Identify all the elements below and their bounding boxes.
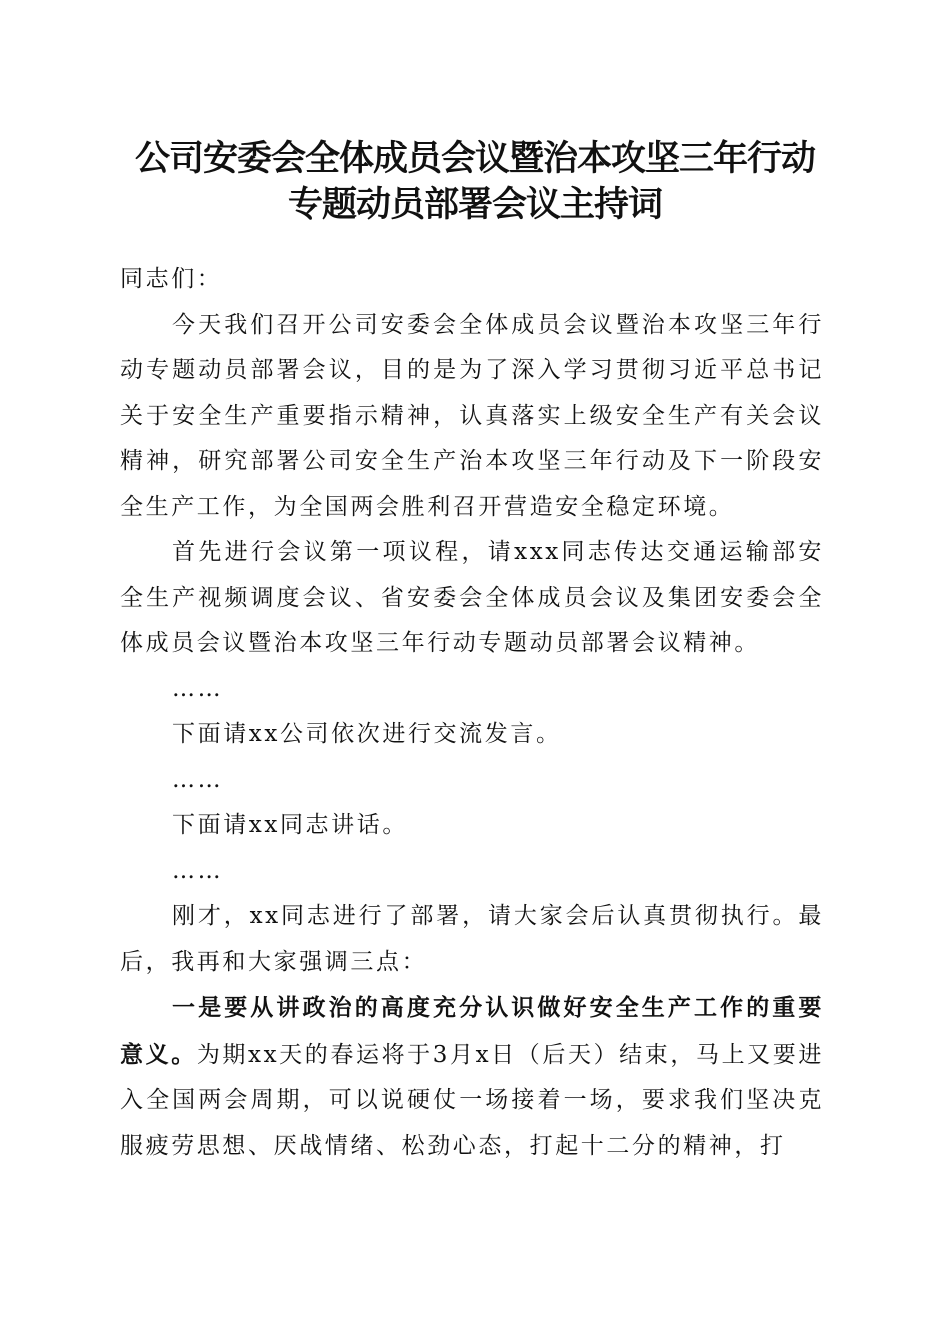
point-one-text: 为期xx天的春运将于3月x日（后天）结束，马上又要进入全国两会周期，可以说硬仗一场接着一场，要求我们坚决克服疲劳思想、厌战情绪、松劲心态，打起十二分的精神，打: [120, 1041, 824, 1159]
ellipsis-2: ……: [172, 766, 224, 793]
document-body: [120, 257, 824, 1169]
paragraph-closing-intro: 刚才，xx同志进行了部署，请大家会后认真贯彻执行。最后，我再和大家强调三点：: [120, 903, 824, 975]
document-title-line-2: 专题动员部署会议主持词: [287, 185, 662, 225]
document-title-line-1: 公司安委会全体成员会议暨治本攻坚三年行动: [134, 139, 815, 179]
point-one-heading: 一是要从讲政治的高度充分认识做好安全生产工作的重要意义。: [120, 994, 824, 1068]
ellipsis-1: ……: [172, 675, 224, 702]
ellipsis-3: ……: [172, 857, 224, 884]
salutation: 同志们：: [120, 266, 223, 292]
paragraph-exchange-speeches: 下面请xx公司依次进行交流发言。: [172, 721, 562, 747]
paragraph-opening: 今天我们召开公司安委会全体成员会议暨治本攻坚三年行动专题动员部署会议，目的是为了深入学习贯彻习近平总书记关于安全生产重要指示精神，认真落实上级安全生产有关会议精神，研究部署公司安全生产治本攻坚三年行动及下一阶段安全生产工作，为全国两会胜利召开营造安全稳定环境。: [120, 311, 824, 520]
paragraph-point-one: [120, 985, 824, 1169]
paragraph-agenda-one: 首先进行会议第一项议程，请xxx同志传达交通运输部安全生产视频调度会议、省安委会全体成员会议及集团安委会全体成员会议暨治本攻坚三年行动专题动员部署会议精神。: [120, 539, 824, 656]
paragraph-leader-speech: 下面请xx同志讲话。: [172, 812, 408, 838]
